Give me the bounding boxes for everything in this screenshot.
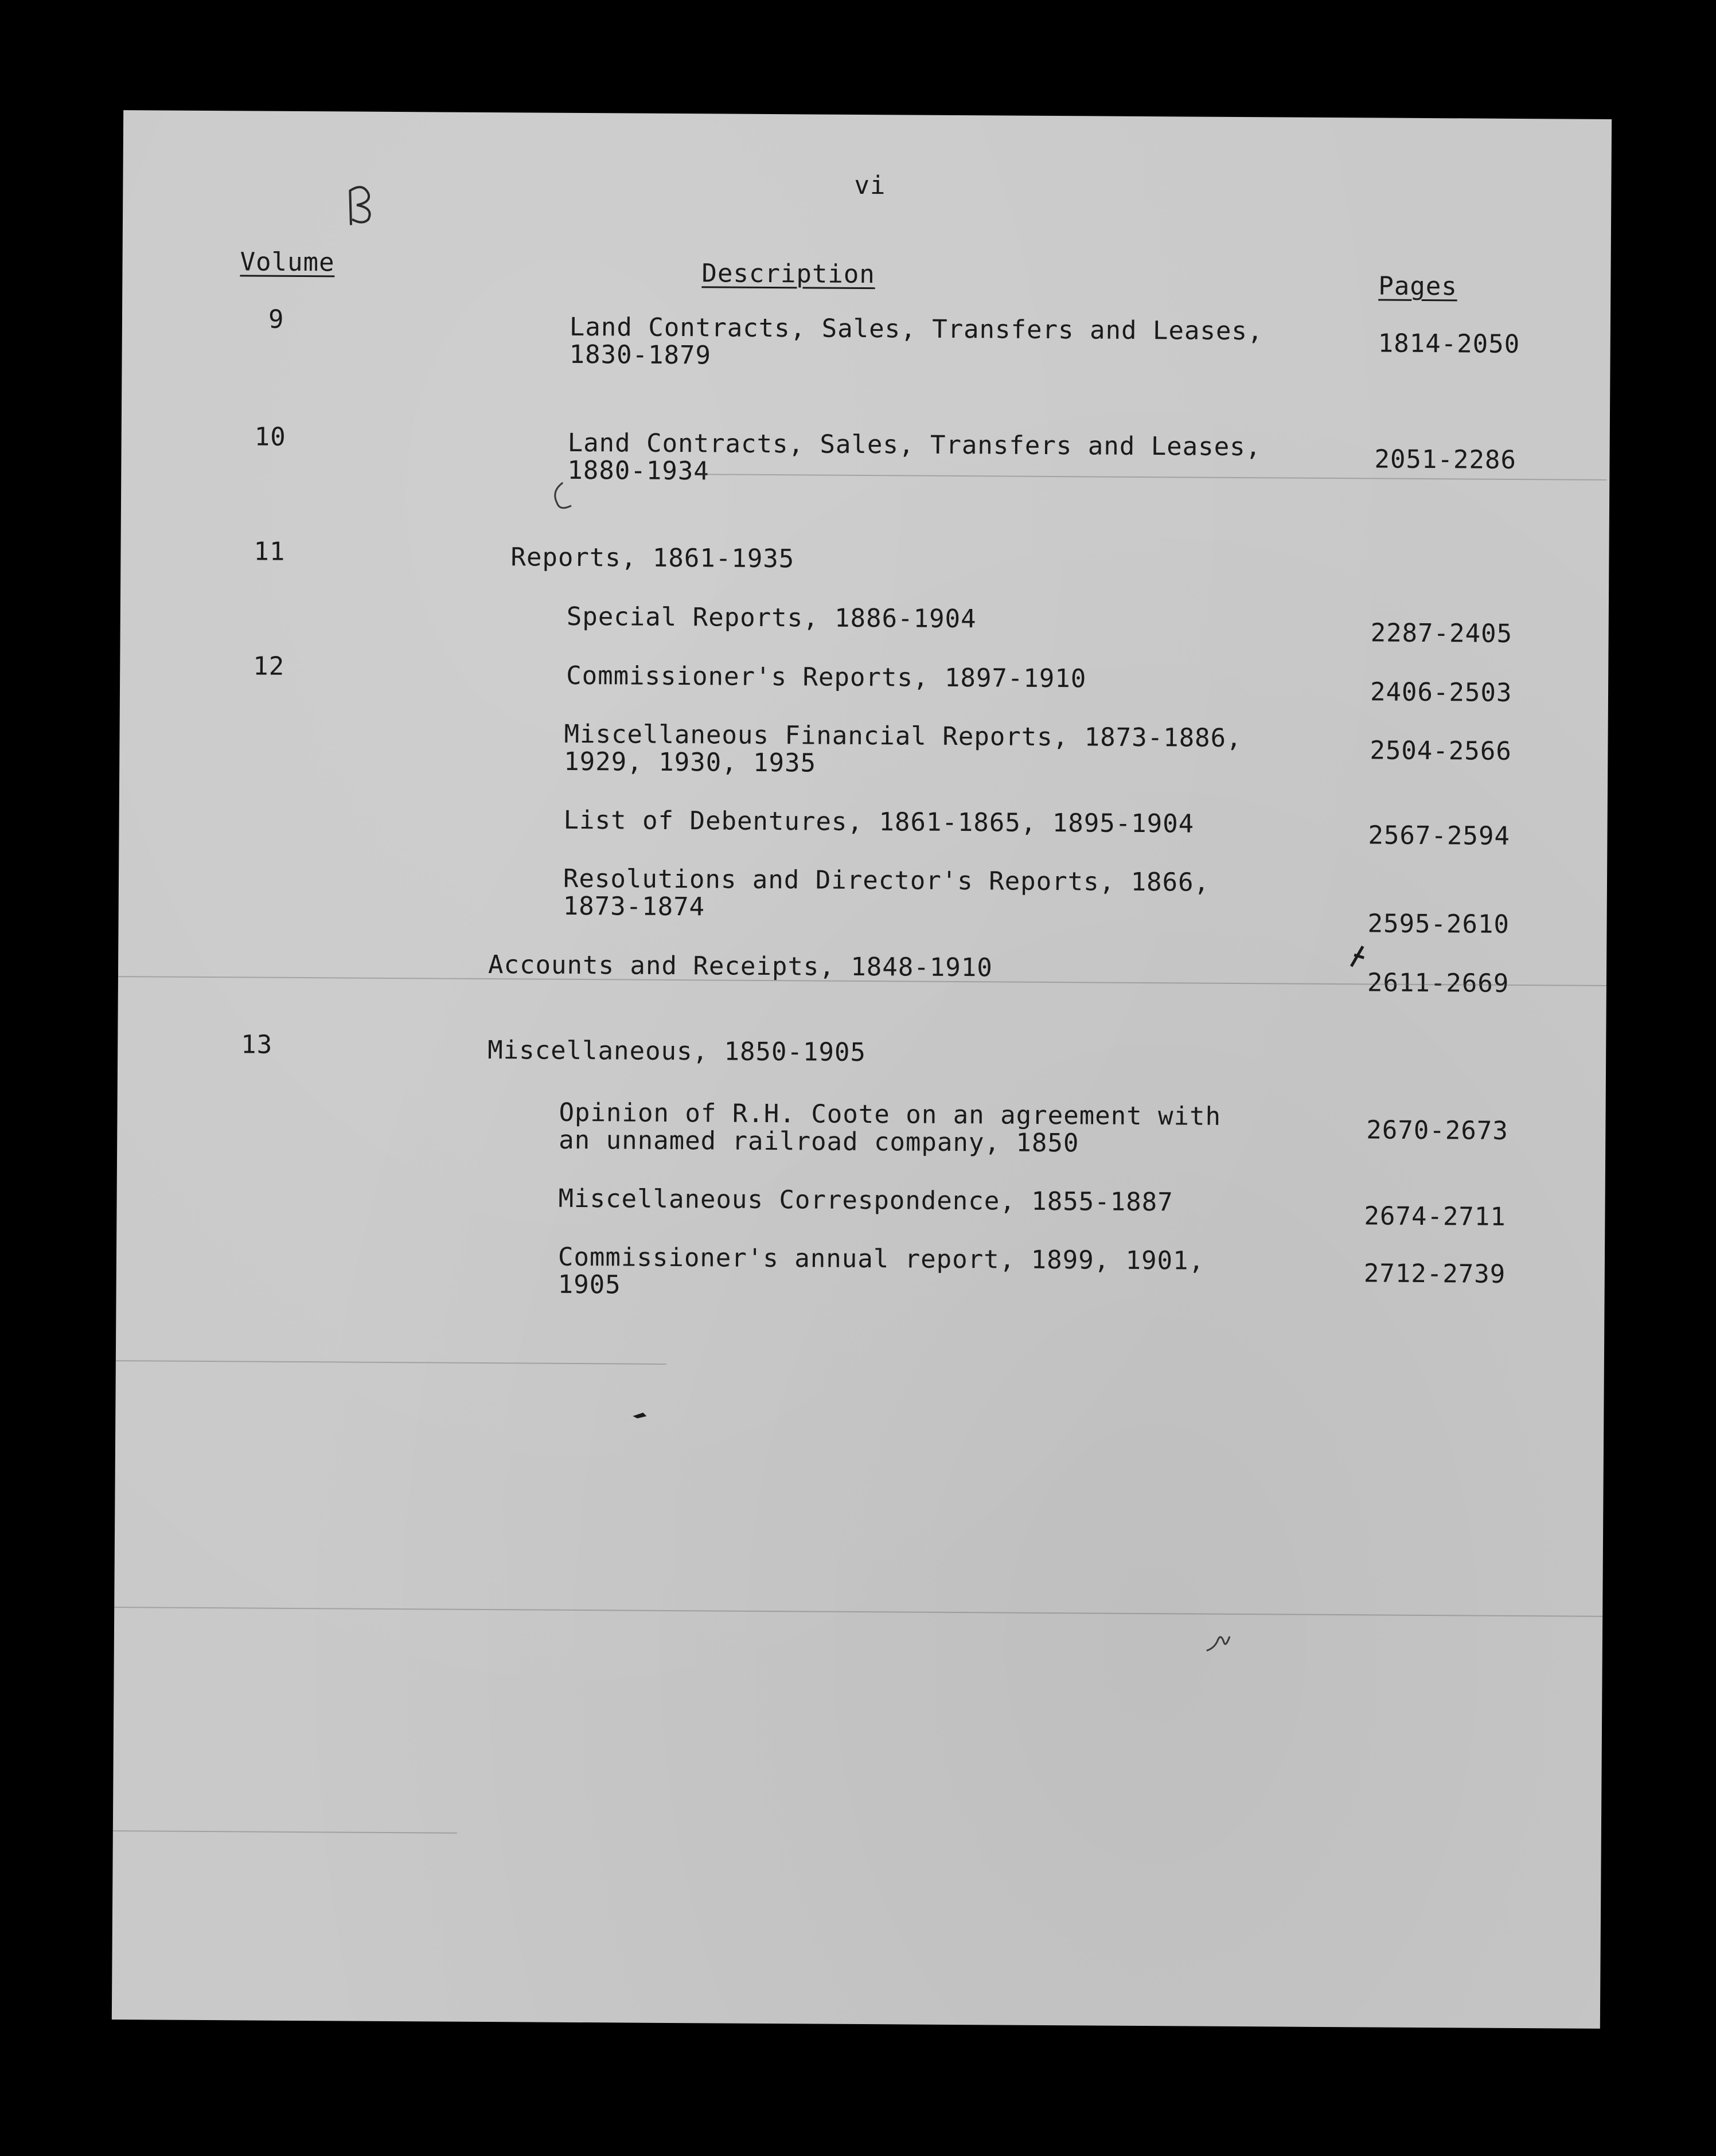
- entry-description-continued: an unnamed railroad company, 1850: [559, 1125, 1079, 1158]
- entry-description: Commissioner's Reports, 1897-1910: [566, 661, 1087, 694]
- entry-description-continued: 1873-1874: [563, 891, 705, 922]
- entry-description: List of Debentures, 1861-1865, 1895-1904: [563, 805, 1195, 839]
- handwritten-mark-icon: [340, 179, 380, 231]
- section-heading: Accounts and Receipts, 1848-1910: [487, 950, 993, 983]
- entry-pages: 2567-2594: [1368, 821, 1511, 851]
- volume-number: 12: [253, 651, 285, 681]
- entry-pages: 2504-2566: [1370, 736, 1512, 766]
- scan-line: [700, 474, 1606, 481]
- scan-line: [113, 1830, 457, 1834]
- entry-description: Resolutions and Director's Reports, 1866,: [563, 864, 1210, 897]
- entry-pages: 2051-2286: [1374, 444, 1517, 475]
- entry-pages: 2674-2711: [1364, 1201, 1507, 1232]
- page-number: vi: [854, 170, 886, 201]
- volume-number: 10: [254, 422, 286, 452]
- volume-number: 11: [253, 537, 286, 567]
- entry-description: Opinion of R.H. Coote on an agreement with: [559, 1097, 1222, 1131]
- column-header-pages: Pages: [1378, 271, 1457, 302]
- volume-number: 13: [241, 1030, 273, 1060]
- column-header-description: Description: [701, 259, 876, 290]
- entry-description: Miscellaneous Financial Reports, 1873-1886,: [564, 719, 1242, 753]
- pen-mark-icon: [545, 480, 580, 514]
- entry-description: Miscellaneous Correspondence, 1855-1887: [558, 1184, 1173, 1217]
- entry-pages: 2712-2739: [1363, 1259, 1506, 1289]
- entry-description: Special Reports, 1886-1904: [566, 602, 977, 634]
- document-page: [112, 110, 1612, 2029]
- entry-pages: 2287-2405: [1370, 618, 1513, 649]
- entry-description: Commissioner's annual report, 1899, 1901,: [557, 1242, 1205, 1276]
- entry-description-continued: 1880-1934: [567, 455, 709, 486]
- scan-line: [114, 1607, 1602, 1617]
- pen-mark-icon: [1204, 1631, 1233, 1654]
- entry-pages: 2611-2669: [1367, 968, 1510, 998]
- entry-pages: 2595-2610: [1367, 909, 1510, 939]
- entry-description: Land Contracts, Sales, Transfers and Leases,: [569, 312, 1263, 346]
- entry-description-continued: 1905: [557, 1270, 621, 1300]
- entry-description-continued: 1929, 1930, 1935: [564, 747, 817, 778]
- entry-pages: 2406-2503: [1370, 677, 1512, 708]
- entry-description-continued: 1830-1879: [569, 339, 712, 370]
- entry-description: Land Contracts, Sales, Transfers and Leases,: [567, 428, 1262, 462]
- pen-mark-icon: [1346, 943, 1368, 972]
- scan-line: [116, 1360, 666, 1365]
- volume-number: 9: [268, 304, 284, 334]
- column-header-volume: Volume: [240, 247, 335, 278]
- pen-mark-icon: [631, 1409, 649, 1421]
- section-heading: Reports, 1861-1935: [510, 542, 795, 574]
- entry-pages: 1814-2050: [1378, 329, 1520, 359]
- section-heading: Miscellaneous, 1850-1905: [487, 1036, 867, 1068]
- entry-pages: 2670-2673: [1366, 1115, 1508, 1146]
